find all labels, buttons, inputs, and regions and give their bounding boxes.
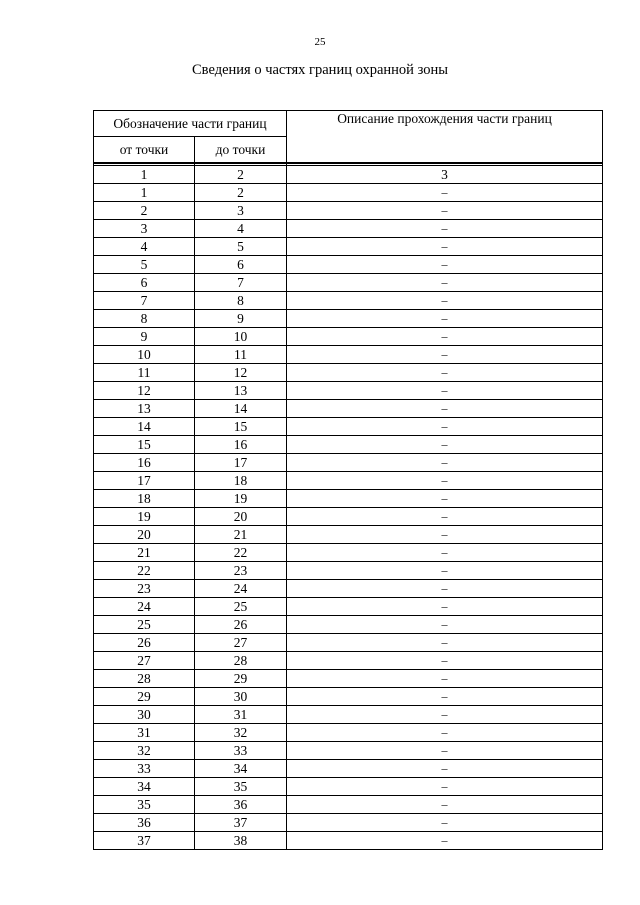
from-point-cell: 4 bbox=[94, 238, 195, 256]
table-row bbox=[94, 814, 603, 832]
table-row bbox=[94, 616, 603, 634]
to-point-cell: 19 bbox=[195, 490, 287, 508]
from-point-cell: 6 bbox=[94, 274, 195, 292]
table-row bbox=[94, 454, 603, 472]
table-row bbox=[94, 652, 603, 670]
table-row bbox=[94, 202, 603, 220]
description-cell: – bbox=[287, 778, 603, 796]
from-point-cell: 28 bbox=[94, 670, 195, 688]
description-cell: – bbox=[287, 832, 603, 850]
from-point-cell: 36 bbox=[94, 814, 195, 832]
to-point-cell: 36 bbox=[195, 796, 287, 814]
to-point-cell: 35 bbox=[195, 778, 287, 796]
description-cell: – bbox=[287, 202, 603, 220]
description-cell: – bbox=[287, 670, 603, 688]
from-point-cell: 21 bbox=[94, 544, 195, 562]
table-row bbox=[94, 490, 603, 508]
to-point-cell: 24 bbox=[195, 580, 287, 598]
description-cell: – bbox=[287, 598, 603, 616]
to-point-cell: 11 bbox=[195, 346, 287, 364]
header-from-point: от точки bbox=[94, 137, 195, 164]
to-point-cell: 23 bbox=[195, 562, 287, 580]
to-point-cell: 32 bbox=[195, 724, 287, 742]
description-cell: – bbox=[287, 490, 603, 508]
from-point-cell: 34 bbox=[94, 778, 195, 796]
description-cell: – bbox=[287, 814, 603, 832]
table-row bbox=[94, 562, 603, 580]
table-row bbox=[94, 580, 603, 598]
from-point-cell: 8 bbox=[94, 310, 195, 328]
table-row bbox=[94, 256, 603, 274]
description-cell: – bbox=[287, 634, 603, 652]
table-row bbox=[94, 436, 603, 454]
table-row bbox=[94, 310, 603, 328]
table-row bbox=[94, 274, 603, 292]
from-point-cell: 1 bbox=[94, 184, 195, 202]
table-row bbox=[94, 382, 603, 400]
description-cell: – bbox=[287, 256, 603, 274]
table-row bbox=[94, 346, 603, 364]
table-row bbox=[94, 778, 603, 796]
column-number: 2 bbox=[195, 166, 287, 184]
from-point-cell: 16 bbox=[94, 454, 195, 472]
table-row bbox=[94, 688, 603, 706]
from-point-cell: 31 bbox=[94, 724, 195, 742]
from-point-cell: 25 bbox=[94, 616, 195, 634]
description-cell: – bbox=[287, 382, 603, 400]
to-point-cell: 2 bbox=[195, 184, 287, 202]
table-row bbox=[94, 418, 603, 436]
table-row bbox=[94, 634, 603, 652]
description-cell: – bbox=[287, 238, 603, 256]
description-cell: – bbox=[287, 526, 603, 544]
from-point-cell: 29 bbox=[94, 688, 195, 706]
to-point-cell: 31 bbox=[195, 706, 287, 724]
description-cell: – bbox=[287, 706, 603, 724]
to-point-cell: 10 bbox=[195, 328, 287, 346]
to-point-cell: 25 bbox=[195, 598, 287, 616]
header-to-point: до точки bbox=[195, 137, 287, 164]
to-point-cell: 26 bbox=[195, 616, 287, 634]
from-point-cell: 22 bbox=[94, 562, 195, 580]
to-point-cell: 13 bbox=[195, 382, 287, 400]
to-point-cell: 12 bbox=[195, 364, 287, 382]
table-row bbox=[94, 832, 603, 850]
description-cell: – bbox=[287, 544, 603, 562]
from-point-cell: 14 bbox=[94, 418, 195, 436]
column-number: 3 bbox=[287, 166, 603, 184]
table-row bbox=[94, 220, 603, 238]
column-number: 1 bbox=[94, 166, 195, 184]
from-point-cell: 3 bbox=[94, 220, 195, 238]
to-point-cell: 5 bbox=[195, 238, 287, 256]
to-point-cell: 17 bbox=[195, 454, 287, 472]
table-row bbox=[94, 328, 603, 346]
table-row bbox=[94, 508, 603, 526]
to-point-cell: 20 bbox=[195, 508, 287, 526]
table-row bbox=[94, 742, 603, 760]
from-point-cell: 5 bbox=[94, 256, 195, 274]
table-row bbox=[94, 706, 603, 724]
from-point-cell: 13 bbox=[94, 400, 195, 418]
table-row bbox=[94, 292, 603, 310]
description-cell: – bbox=[287, 400, 603, 418]
table-row bbox=[94, 238, 603, 256]
to-point-cell: 7 bbox=[195, 274, 287, 292]
to-point-cell: 18 bbox=[195, 472, 287, 490]
to-point-cell: 6 bbox=[195, 256, 287, 274]
table-row bbox=[94, 526, 603, 544]
to-point-cell: 37 bbox=[195, 814, 287, 832]
description-cell: – bbox=[287, 508, 603, 526]
description-cell: – bbox=[287, 436, 603, 454]
to-point-cell: 27 bbox=[195, 634, 287, 652]
to-point-cell: 15 bbox=[195, 418, 287, 436]
to-point-cell: 4 bbox=[195, 220, 287, 238]
table-row bbox=[94, 796, 603, 814]
to-point-cell: 28 bbox=[195, 652, 287, 670]
table-row bbox=[94, 724, 603, 742]
from-point-cell: 27 bbox=[94, 652, 195, 670]
from-point-cell: 23 bbox=[94, 580, 195, 598]
table-row bbox=[94, 760, 603, 778]
to-point-cell: 8 bbox=[195, 292, 287, 310]
to-point-cell: 9 bbox=[195, 310, 287, 328]
description-cell: – bbox=[287, 418, 603, 436]
from-point-cell: 37 bbox=[94, 832, 195, 850]
table-row bbox=[94, 670, 603, 688]
table-row bbox=[94, 184, 603, 202]
description-cell: – bbox=[287, 184, 603, 202]
table-row bbox=[94, 364, 603, 382]
page-title: Сведения о частях границ охранной зоны bbox=[192, 62, 448, 78]
from-point-cell: 2 bbox=[94, 202, 195, 220]
from-point-cell: 24 bbox=[94, 598, 195, 616]
description-cell: – bbox=[287, 328, 603, 346]
description-cell: – bbox=[287, 796, 603, 814]
description-cell: – bbox=[287, 616, 603, 634]
to-point-cell: 3 bbox=[195, 202, 287, 220]
description-cell: – bbox=[287, 562, 603, 580]
table-row bbox=[94, 598, 603, 616]
header-description: Описание прохождения части границ bbox=[287, 111, 603, 164]
description-cell: – bbox=[287, 724, 603, 742]
table-row bbox=[94, 472, 603, 490]
to-point-cell: 29 bbox=[195, 670, 287, 688]
to-point-cell: 33 bbox=[195, 742, 287, 760]
description-cell: – bbox=[287, 742, 603, 760]
description-cell: – bbox=[287, 364, 603, 382]
from-point-cell: 33 bbox=[94, 760, 195, 778]
from-point-cell: 10 bbox=[94, 346, 195, 364]
description-cell: – bbox=[287, 688, 603, 706]
from-point-cell: 9 bbox=[94, 328, 195, 346]
description-cell: – bbox=[287, 310, 603, 328]
to-point-cell: 22 bbox=[195, 544, 287, 562]
from-point-cell: 19 bbox=[94, 508, 195, 526]
description-cell: – bbox=[287, 472, 603, 490]
description-cell: – bbox=[287, 274, 603, 292]
from-point-cell: 20 bbox=[94, 526, 195, 544]
from-point-cell: 7 bbox=[94, 292, 195, 310]
from-point-cell: 26 bbox=[94, 634, 195, 652]
from-point-cell: 18 bbox=[94, 490, 195, 508]
from-point-cell: 17 bbox=[94, 472, 195, 490]
to-point-cell: 34 bbox=[195, 760, 287, 778]
description-cell: – bbox=[287, 220, 603, 238]
to-point-cell: 30 bbox=[195, 688, 287, 706]
description-cell: – bbox=[287, 454, 603, 472]
to-point-cell: 14 bbox=[195, 400, 287, 418]
header-boundary-designation: Обозначение части границ bbox=[94, 111, 287, 137]
to-point-cell: 21 bbox=[195, 526, 287, 544]
to-point-cell: 38 bbox=[195, 832, 287, 850]
description-cell: – bbox=[287, 292, 603, 310]
from-point-cell: 32 bbox=[94, 742, 195, 760]
from-point-cell: 35 bbox=[94, 796, 195, 814]
table-body bbox=[94, 166, 603, 850]
boundaries-table bbox=[93, 110, 603, 850]
description-cell: – bbox=[287, 346, 603, 364]
from-point-cell: 12 bbox=[94, 382, 195, 400]
to-point-cell: 16 bbox=[195, 436, 287, 454]
table-row bbox=[94, 544, 603, 562]
page-number: 25 bbox=[314, 36, 326, 48]
column-number-row bbox=[94, 166, 603, 184]
from-point-cell: 15 bbox=[94, 436, 195, 454]
description-cell: – bbox=[287, 760, 603, 778]
from-point-cell: 11 bbox=[94, 364, 195, 382]
description-cell: – bbox=[287, 652, 603, 670]
table-row bbox=[94, 400, 603, 418]
from-point-cell: 30 bbox=[94, 706, 195, 724]
description-cell: – bbox=[287, 580, 603, 598]
